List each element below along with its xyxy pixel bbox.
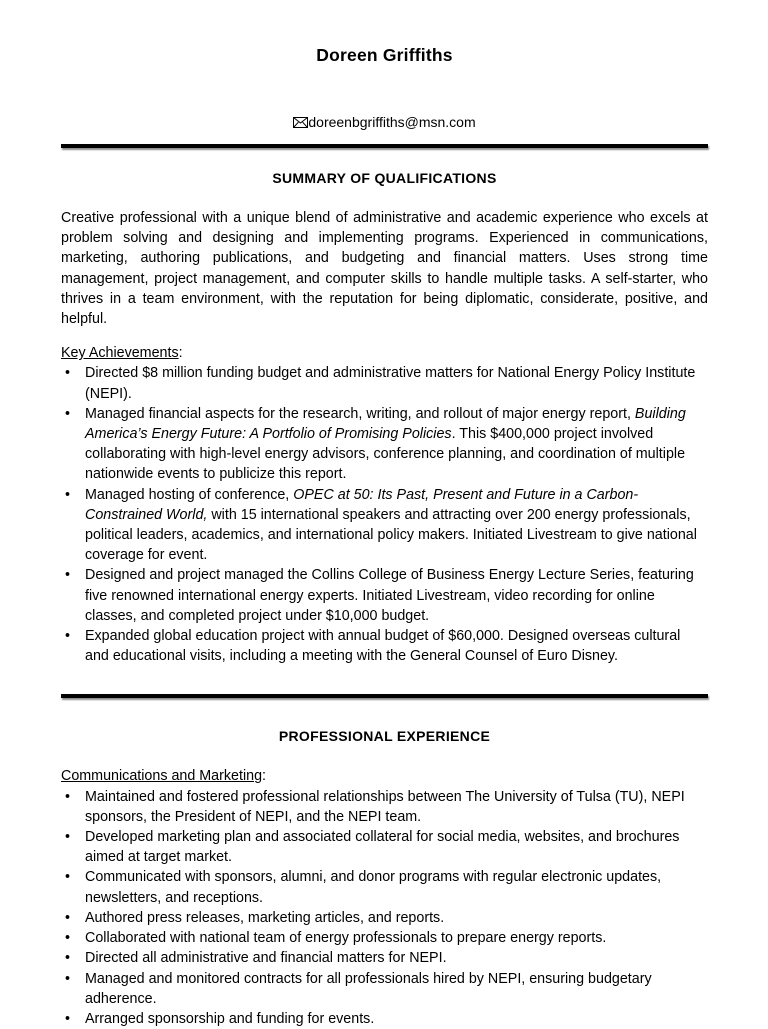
spacer xyxy=(61,746,708,766)
subheading-key-achievements: Key Achievements: xyxy=(61,345,183,362)
bullet-marker: • xyxy=(65,365,71,382)
list-item xyxy=(61,867,708,907)
conference-title-italic: OPEC at 50: Its Past, Present and Future in a Carbon-Constrained World, xyxy=(85,486,639,523)
bullet-marker: • xyxy=(65,909,71,926)
bullet-marker: • xyxy=(65,486,71,503)
bullet-text-pre: Managed and monitored contracts for all professionals hired by NEPI, ensuring budgetary adherence. xyxy=(85,970,652,1007)
list-item xyxy=(61,787,708,827)
list-item xyxy=(61,565,708,626)
list-item xyxy=(61,404,708,485)
bullet-text-post: . This $400,000 project involved collaborating with high-level energy advisors, conference planning, and coordination of multiple nationwide events to publicize this report. xyxy=(85,426,686,483)
list-item xyxy=(61,1009,708,1029)
bullet-marker: • xyxy=(65,567,71,584)
bullet-text-pre: Authored press releases, marketing articles, and reports. xyxy=(85,909,445,926)
bullet-text-pre: Managed hosting of conference, xyxy=(85,486,294,503)
bullet-marker: • xyxy=(65,829,71,846)
section-heading-experience: PROFESSIONAL EXPERIENCE xyxy=(278,728,491,745)
bullet-text-pre: Expanded global education project with annual budget of $60,000. Designed overseas cultural and educational visits, including a meeting with the General Counsel of Euro Disney. xyxy=(85,628,681,665)
bullet-marker: • xyxy=(65,788,71,805)
professional-experience-list xyxy=(61,787,708,1029)
divider-rule-top xyxy=(61,144,708,148)
bullet-text-pre: Communicated with sponsors, alumni, and donor programs with regular electronic updates, newsletters, and receptions. xyxy=(85,869,662,906)
bullet-text-pre: Arranged sponsorship and funding for events. xyxy=(85,1010,375,1027)
list-item xyxy=(61,363,708,403)
subheading-communications-and-marketing: Communications and Marketing: xyxy=(61,768,267,785)
list-item xyxy=(61,969,708,1009)
bullet-text-pre: Developed marketing plan and associated collateral for social media, websites, and brochures aimed at target market. xyxy=(85,829,680,866)
bullet-text-post: with 15 international speakers and attracting over 200 energy professionals, political leaders, academics, and international policy makers. Initiated Livestream to give national coverage for event. xyxy=(85,506,697,564)
spacer xyxy=(61,188,708,208)
summary-paragraph: Creative professional with a unique blend of administrative and academic experience who excels at problem solving and designing and implementing programs. Experienced in communications, marketing, authoring publications, and budgeting and financial matters. Uses strong time management, project management, and computer skills to handle multiple tasks. A self-starter, who thrives in a team environment, with the reputation for being diplomatic, considerate, positive, and helpful. xyxy=(61,210,708,328)
email-address[interactable]: doreenbgriffiths@msn.com xyxy=(308,114,476,130)
spacer xyxy=(61,148,708,168)
bullet-text-pre: Designed and project managed the Collins College of Business Energy Lecture Series, featuring five renowned international energy experts. Initiated Livestream, video recording for online classes, and completed project under $10,000 budget. xyxy=(85,567,694,624)
list-item xyxy=(61,626,708,666)
envelope-icon xyxy=(293,117,308,128)
spacer xyxy=(61,329,708,343)
spacer xyxy=(61,666,708,694)
bullet-marker: • xyxy=(65,869,71,886)
bullet-marker: • xyxy=(65,930,71,947)
divider-rule-bottom xyxy=(61,694,708,698)
bullet-text-pre: Directed $8 million funding budget and administrative matters for National Energy Policy Institute (NEPI). xyxy=(85,365,696,402)
bullet-text-pre: Directed all administrative and financial matters for NEPI. xyxy=(85,950,447,967)
key-achievements-list xyxy=(61,363,708,666)
bullet-marker: • xyxy=(65,405,71,422)
section-heading-summary: SUMMARY OF QUALIFICATIONS xyxy=(272,170,497,186)
bullet-text-pre: Managed financial aspects for the research, writing, and rollout of major energy report, xyxy=(85,405,635,422)
list-item xyxy=(61,827,708,867)
contact-email-line xyxy=(61,112,708,132)
list-item xyxy=(61,485,708,566)
document-content xyxy=(61,0,708,1029)
list-item xyxy=(61,908,708,928)
page-title: Doreen Griffiths xyxy=(316,45,453,65)
bullet-text-pre: Collaborated with national team of energy professionals to prepare energy reports. xyxy=(85,930,607,947)
report-title-italic: Building America’s Energy Future: A Portfolio of Promising Policies xyxy=(85,405,686,443)
bullet-marker: • xyxy=(65,950,71,967)
bullet-text-pre: Maintained and fostered professional relationships between The University of Tulsa (TU), NEPI sponsors, the President of NEPI, and the NEPI team. xyxy=(85,788,685,825)
spacer xyxy=(61,698,708,726)
list-item xyxy=(61,928,708,948)
list-item xyxy=(61,948,708,968)
bullet-marker: • xyxy=(65,628,71,645)
bullet-marker: • xyxy=(65,970,71,987)
bullet-marker: • xyxy=(65,1010,71,1027)
